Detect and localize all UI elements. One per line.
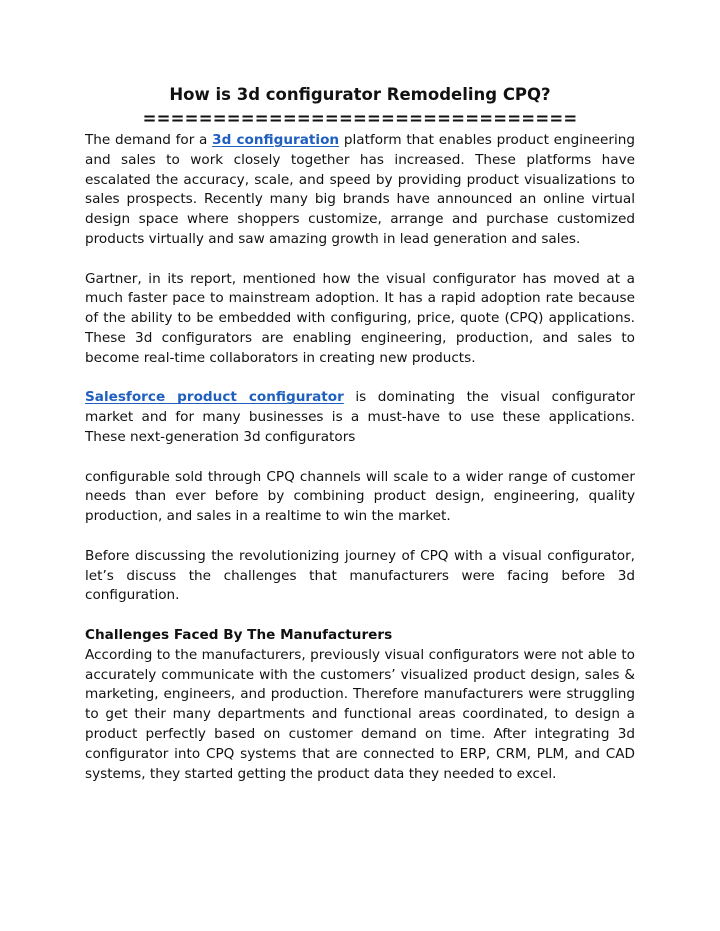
link-salesforce-product-configurator[interactable]: Salesforce product configurator — [85, 389, 344, 406]
paragraph-intro-rest: platform that enables product engineering and sales to work closely together has increased. These platforms have escalated the accuracy, scale, and speed by providing product visualizations to sales prospects. Recently many big brands have announced an online virtual design space where shoppers customize, arrange and purchase customized products virtually and saw amazing growth in lead generation and sales. — [85, 132, 635, 247]
paragraph-before-discussing: Before discussing the revolutionizing journey of CPQ with a visual configurator, let’s discuss the challenges that manufacturers were facing before 3d configuration. — [85, 547, 635, 604]
document-page — [85, 83, 635, 784]
paragraph-challenges: According to the manufacturers, previously visual configurators were not able to accurately communicate with the customers’ visualized product design, sales & marketing, engineers, and production. Therefore manufacturers were struggling to get their many departments and functional areas coordinated, to design a product perfectly based on customer demand on time. After integrating 3d configurator into CPQ systems that are connected to ERP, CRM, PLM, and CAD systems, they started getting the product data they needed to excel. — [85, 646, 635, 782]
paragraph-intro — [85, 131, 635, 250]
link-3d-configuration[interactable]: 3d configuration — [212, 132, 340, 148]
title-underline-rule: =============================== — [142, 109, 578, 128]
paragraph-cpq-channels: configurable sold through CPQ channels will scale to a wider range of customer needs than ever before by combining product design, engineering, quality production, and sales in a realtime to win the market. — [85, 468, 635, 525]
paragraph-salesforce — [85, 388, 635, 447]
paragraph-gartner: Gartner, in its report, mentioned how the visual configurator has moved at a much faster pace to mainstream adoption. It has a rapid adoption rate because of the ability to be embedded with configuring, price, quote (CPQ) applications. These 3d configurators are enabling engineering, production, and sales to become real-time collaborators in creating new products. — [85, 270, 635, 366]
paragraph-intro-lead: The demand for a — [85, 132, 213, 148]
document-title: How is 3d configurator Remodeling CPQ? — [169, 85, 551, 104]
section-heading-challenges: Challenges Faced By The Manufacturers — [85, 626, 393, 643]
paragraph-salesforce-rest: is dominating the visual configurator market and for many businesses is a must-have to use these applications. These next-generation 3d configurators — [85, 389, 635, 445]
